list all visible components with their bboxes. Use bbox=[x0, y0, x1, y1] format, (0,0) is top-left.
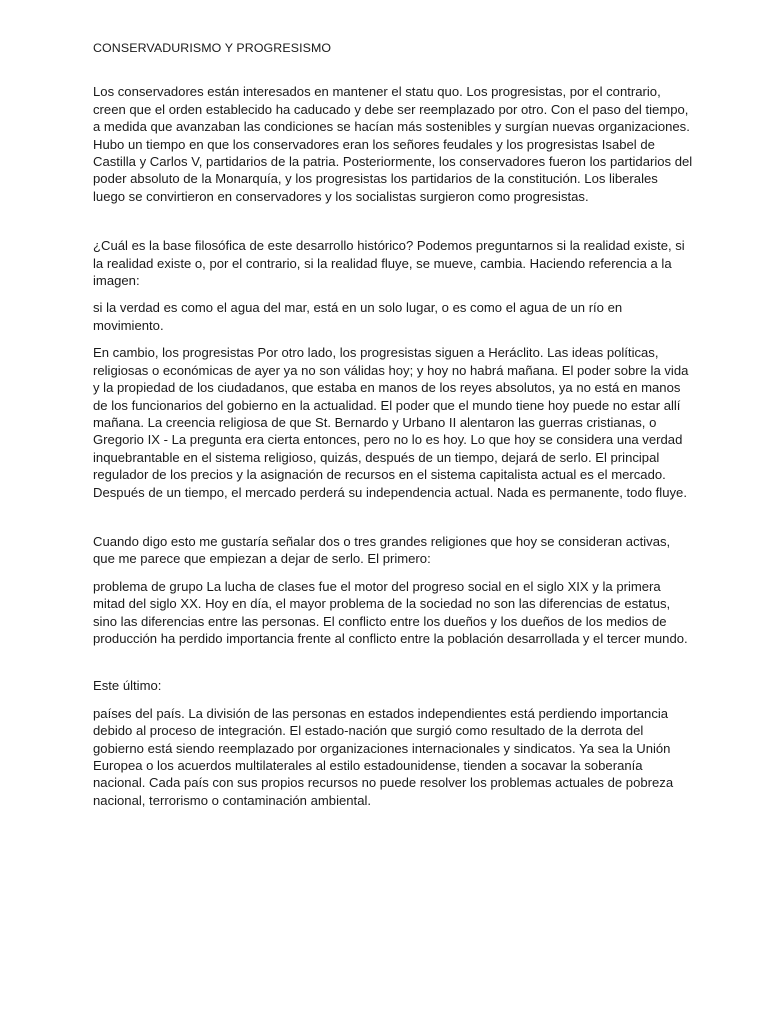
paragraph-intro: Los conservadores están interesados en mantener el statu quo. Los progresistas, por el contrario, creen que el orden establecido ha caducado y debe ser reemplazado por otro. Con el paso del tiempo, a medida que avanzaban las condiciones se hacían más sostenibles y surgían nuevas organizaciones. Hubo un tiempo en que los conservadores eran los señores feudales y los progresistas Isabel de Castilla y Carlos V, partidarios de la patria. Posteriormente, los conservadores fueron los partidarios del poder absoluto de la Monarquía, y los progresistas los partidarios de la constitución. Los liberales luego se convirtieron en conservadores y los socialistas surgieron como progresistas. bbox=[93, 84, 693, 204]
paragraph-group-problem: problema de grupo La lucha de clases fue el motor del progreso social en el siglo XIX y la primera mitad del siglo XX. Hoy en día, el mayor problema de la sociedad no son las diferencias de estatus, sino las diferencias entre las personas. El conflicto entre los dueños y los dueños de los medios de producción ha perdido importancia frente al conflicto entre la población desarrollada y el tercer mundo. bbox=[93, 578, 688, 646]
paragraph-countries: países del país. La división de las personas en estados independientes está perdiendo importancia debido al proceso de integración. El estado-nación que surgió como resultado de la derrota del gobierno está siendo reemplazado por organizaciones internacionales y sindicatos. Ya sea la Unión Europea o los acuerdos multilaterales al estilo estadounidense, tienden a socavar la soberanía nacional. Cada país con sus propios recursos no puede resolver los problemas actuales de pobreza nacional, terrorismo o contaminación ambiental. bbox=[93, 705, 674, 808]
paragraph-heraclitus: En cambio, los progresistas Por otro lado, los progresistas siguen a Heráclito. Las ideas políticas, religiosas o económicas de ayer ya no son válidas hoy; y hoy no habrá mañana. El poder sobre la vida y la propiedad de los ciudadanos, que estaba en manos de los reyes absolutos, ya no está en manos de los funcionarios del gobierno en la actualidad. El poder que el mundo tiene hoy puede no estar allí mañana. La creencia religiosa de que St. Bernardo y Urbano II alentaron las guerras cristianas, o Gregorio IX - La pregunta era cierta entonces, pero no lo es hoy. Lo que hoy se considera una verdad inquebrantable en el sistema religioso, quizás, después de un tiempo, dejará de serlo. El principal regulador de los precios y la asignación de recursos en el sistema capitalista actual es el mercado. Después de un tiempo, el mercado perderá su independencia actual. Nada es permanente, todo fluye. bbox=[93, 345, 689, 500]
paragraph-water-metaphor: si la verdad es como el agua del mar, está en un solo lugar, o es como el agua de un río en movimiento. bbox=[93, 300, 623, 333]
document-page bbox=[93, 40, 693, 809]
paragraph-last-heading: Este último: bbox=[93, 678, 162, 694]
paragraph-religions: Cuando digo esto me gustaría señalar dos o tres grandes religiones que hoy se consideran activas, que me parece que empiezan a dejar de serlo. El primero: bbox=[93, 533, 671, 567]
document-title: CONSERVADURISMO Y PROGRESISMO bbox=[93, 41, 332, 55]
paragraph-philosophical-question: ¿Cuál es la base filosófica de este desarrollo histórico? Podemos preguntarnos si la realidad existe, si la realidad existe o, por el contrario, si la realidad fluye, se mueve, cambia. Haciendo referencia a la imagen: bbox=[93, 238, 685, 289]
